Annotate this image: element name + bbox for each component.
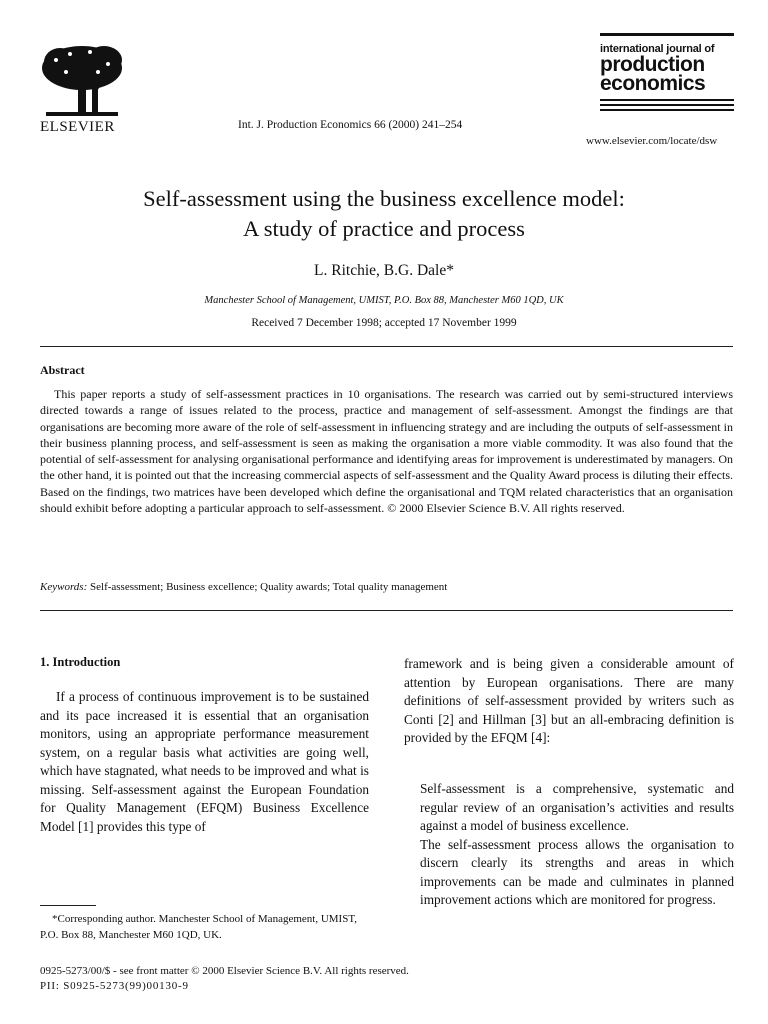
title-line-1: Self-assessment using the business excellence model: — [143, 186, 625, 211]
definition-quote — [420, 780, 734, 910]
publisher-name: ELSEVIER — [40, 119, 115, 135]
journal-url[interactable]: www.elsevier.com/locate/dsw — [586, 135, 718, 147]
keywords-label: Keywords: — [40, 581, 88, 593]
journal-name-small: international journal of — [600, 43, 715, 55]
intro-paragraph-left: If a process of continuous improvement is to be sustained and its pace increased it is essential that an organisation monitors, using an appropriate performance measurement system, on a regular basis what activities are going well, which have stagnated, what needs to be improved and what is missing. Self-assessment against the European Foundation for Quality Management (EFQM) Business Excellence Model [1] provides this type of — [40, 689, 369, 834]
received-dates: Received 7 December 1998; accepted 17 November 1999 — [251, 317, 517, 329]
journal-citation: Int. J. Production Economics 66 (2000) 241–254 — [238, 119, 463, 131]
journal-name-line2: economics — [600, 72, 706, 95]
footnote-rule — [40, 905, 96, 906]
title-line-2: A study of practice and process — [243, 216, 525, 241]
journal-masthead — [600, 33, 734, 114]
quote-paragraph-1: Self-assessment is a comprehensive, systematic and regular review of an organisation’s activities and results against a model of business excellence. — [420, 781, 734, 833]
abstract-heading: Abstract — [40, 363, 85, 377]
article-title — [0, 184, 768, 244]
divider-bottom — [40, 610, 733, 611]
affiliation: Manchester School of Management, UMIST, P.O. Box 88, Manchester M60 1QD, UK — [204, 295, 564, 306]
masthead-top-bar — [600, 33, 734, 36]
quote-paragraph-2: The self-assessment process allows the organisation to discern clearly its strengths and areas in which improvements can be made and culminates in planned improvement actions which are monitored for progress. — [420, 836, 734, 907]
copyright-line: 0925-5273/00/$ - see front matter © 2000 Elsevier Science B.V. All rights reserved. — [40, 965, 409, 977]
elsevier-tree-logo — [36, 40, 128, 120]
pii-line: PII: S0925-5273(99)00130-9 — [40, 980, 189, 992]
abstract-text: This paper reports a study of self-assessment practices in 10 organisations. The research was carried out by semi-structured interviews directed towards a range of issues related to the process, practice and management of self-assessment. Amongst the findings are that organisations are becoming more aware of the role of self-assessment in influencing strategy and are including the outputs of self-assessment in their business planning process, and self-assessment is seen as making the organisation a more viable commodity. It was also found that the potential of self-assessment for analysing organisational performance and identifying areas for improvement is underestimated by managers. On the other hand, it is pointed out that the increasing commercial aspects of self-assessment and the Quality Award process is diluting their effects. Based on the findings, two matrices have been developed which define the organisational and TQM related characteristics that an organisation should exhibit before adopting a particular approach to self-assessment. © 2000 Elsevier Science B.V. All rights reserved. — [40, 387, 733, 516]
keywords-text: Self-assessment; Business excellence; Quality awards; Total quality management — [90, 581, 448, 593]
footnote: *Corresponding author. Manchester School of Management, UMIST, P.O. Box 88, Manchester M60 1QD, UK. — [40, 913, 357, 941]
section-heading: 1. Introduction — [40, 655, 121, 669]
journal-name-line1: production — [600, 53, 705, 76]
authors: L. Ritchie, B.G. Dale* — [314, 262, 454, 279]
intro-paragraph-right: framework and is being given a considerable amount of attention by European organisations. There are many definitions of self-assessment provided by writers such as Conti [2] and Hillman [3] but an all-embracing definition is provided by the EFQM [4]: — [404, 656, 734, 745]
divider-top — [40, 346, 733, 347]
keywords — [40, 581, 447, 593]
masthead-rules — [600, 99, 734, 111]
